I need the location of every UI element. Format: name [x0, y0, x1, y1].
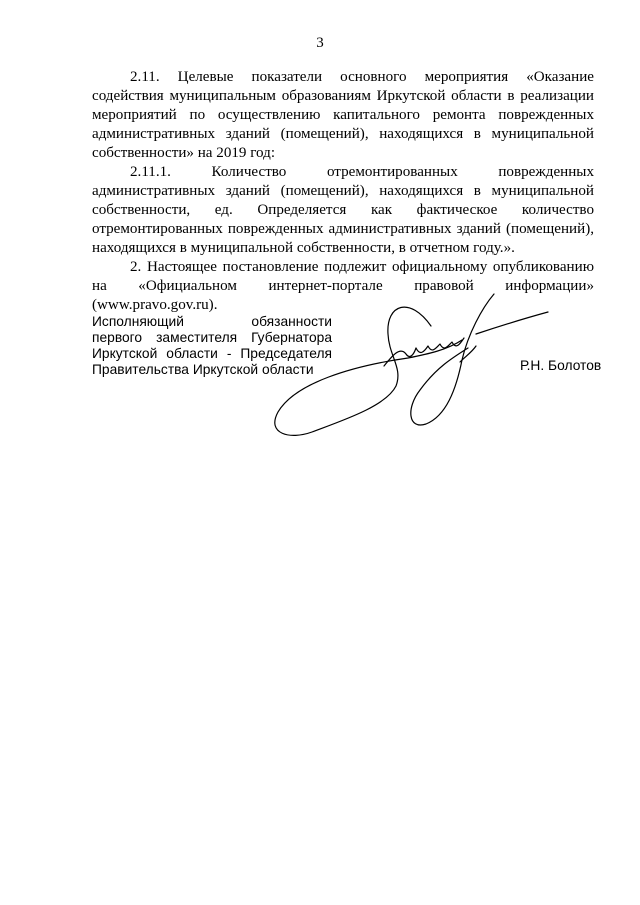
paragraph-2-11: 2.11. Целевые показатели основного мероприятия «Оказание содействия муниципальным образованиям Иркутской области в реализации мероприятий по осуществлению капитального ремонта поврежденных административных зданий (помещений), находящихся в муниципальной собственности» на 2019 год: — [92, 69, 594, 161]
paragraph-2-11-1: 2.11.1. Количество отремонтированных поврежденных административных зданий (помещений), находящихся в муниципальной собственности, ед. Определяется как фактическое количество отремонтированных поврежденных административных зданий (помещений), находящихся в муниципальной собственности, в отчетном году.». — [92, 164, 594, 256]
document-body — [92, 68, 594, 315]
signatory-title-line: Исполняющий обязанности — [92, 314, 332, 329]
signatory-title-line: Правительства Иркутской области — [92, 362, 314, 377]
page-number: 3 — [316, 35, 324, 51]
signatory-title-line: первого заместителя Губернатора — [92, 330, 332, 345]
handwritten-signature — [250, 286, 560, 446]
signer-name: Р.Н. Болотов — [520, 358, 602, 373]
signatory-title-line: Иркутской области - Председателя — [92, 346, 332, 361]
paragraph-2-publication: 2. Настоящее постановление подлежит официальному опубликованию на «Официальном интернет-портале правовой информации» (www.pravo.gov.ru). — [92, 259, 594, 313]
